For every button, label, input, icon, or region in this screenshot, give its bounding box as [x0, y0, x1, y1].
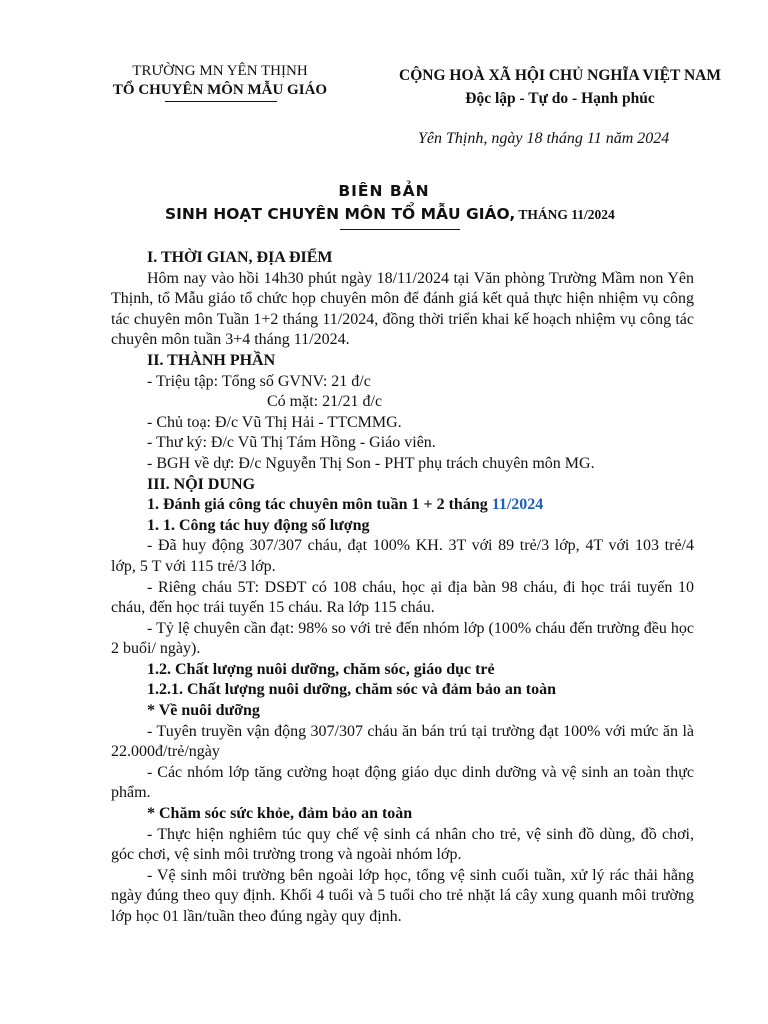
section-3-1-heading — [111, 495, 694, 516]
section-2-heading: II. THÀNH PHẦN — [147, 351, 276, 369]
document-subtitle — [165, 205, 615, 224]
national-motto: Độc lập - Tự do - Hạnh phúc — [465, 90, 655, 107]
convene-line: - Triệu tập: Tổng số GVNV: 21 đ/c — [147, 372, 371, 390]
document-body — [111, 248, 694, 928]
header-left — [100, 62, 340, 100]
section-3-1-heading-month: 11/2024 — [491, 496, 544, 514]
subtitle-month: THÁNG 11/2024 — [515, 207, 615, 222]
health-heading: * Chăm sóc sức khỏe, đảm bảo an toàn — [147, 805, 413, 823]
document-date: Yên Thịnh, ngày 18 tháng 11 năm 2024 — [418, 130, 670, 147]
subtitle-main: SINH HOẠT CHUYÊN MÔN TỔ MẪU GIÁO, — [165, 205, 516, 223]
chair-line: - Chủ toạ: Đ/c Vũ Thị Hải - TTCMMG. — [147, 413, 402, 431]
secretary-line: - Thư ký: Đ/c Vũ Thị Tám Hồng - Giáo viên. — [147, 434, 436, 452]
mobilization-p2: - Riêng cháu 5T: DSĐT có 108 cháu, học ại địa bàn 98 cháu, đi học trái tuyến 10 cháu, đến học trái tuyến 15 cháu. Ra lớp 115 cháu. — [111, 578, 694, 617]
section-1-text: Hôm nay vào hồi 14h30 phút ngày 18/11/2024 tại Văn phòng Trường Mầm non Yên Thịnh, tổ Mẫu giáo tổ chức họp chuyên môn để đánh giá kết quả thực hiện nhiệm vụ công tác chuyên môn Tuần 1+2 tháng 11/2024, đồng thời triển khai kế hoạch nhiệm vụ công tác chuyên môn tuần 3+4 tháng 11/2024. — [111, 269, 694, 349]
present-line: Có mặt: 21/21 đ/c — [267, 393, 383, 411]
mobilization-p3: - Tỷ lệ chuyên cần đạt: 98% so với trẻ đến nhóm lớp (100% cháu đến trường đều học 2 buổi/ ngày). — [111, 619, 694, 658]
country-name: CỘNG HOÀ XÃ HỘI CHỦ NGHĨA VIỆT NAM — [399, 67, 721, 84]
mobilization-p1: - Đã huy động 307/307 cháu, đạt 100% KH. 3T với 89 trẻ/3 lớp, 4T với 103 trẻ/4 lớp, 5 T với 115 trẻ/3 lớp. — [111, 537, 694, 575]
nutrition-heading: * Về nuôi dưỡng — [147, 702, 260, 720]
nutrition-p2: - Các nhóm lớp tăng cường hoạt động giáo dục dinh dưỡng và vệ sinh an toàn thực phẩm. — [111, 763, 694, 802]
section-3-1-2-1-heading: 1.2.1. Chất lượng nuôi dưỡng, chăm sóc và đảm bảo an toàn — [147, 681, 556, 699]
section-3-1-heading-text: 1. Đánh giá công tác chuyên môn tuần 1 + 2 tháng — [147, 496, 492, 514]
bgh-line: - BGH về dự: Đ/c Nguyễn Thị Son - PHT phụ trách chuyên môn MG. — [147, 454, 595, 472]
title-underline — [340, 229, 460, 230]
health-p2: - Vệ sinh môi trường bên ngoài lớp học, tổng vệ sinh cuối tuần, xử lý rác thải hằng ngày đúng theo quy định. Khối 4 tuổi và 5 tuổi cho trẻ nhặt lá cây xung quanh môi trường lớp học 01 lần/tuần theo đúng ngày quy định. — [111, 866, 694, 925]
section-3-1-2-heading: 1.2. Chất lượng nuôi dưỡng, chăm sóc, giáo dục trẻ — [147, 660, 495, 678]
department-name: TỔ CHUYÊN MÔN MẪU GIÁO — [112, 82, 328, 98]
department-underline — [165, 101, 277, 102]
section-1-heading: I. THỜI GIAN, ĐỊA ĐIỂM — [147, 249, 333, 266]
health-p1: - Thực hiện nghiêm túc quy chế vệ sinh cá nhân cho trẻ, vệ sinh đồ dùng, đồ chơi, góc chơi, vệ sinh môi trường trong và ngoài nhóm lớp. — [111, 825, 694, 864]
document-title: BIÊN BẢN — [338, 182, 430, 200]
nutrition-p1: - Tuyên truyền vận động 307/307 cháu ăn bán trú tại trường đạt 100% với mức ăn là 22.000đ/trẻ/ngày — [111, 722, 694, 761]
school-name: TRƯỜNG MN YÊN THỊNH — [132, 63, 308, 79]
header-right — [360, 64, 760, 110]
section-3-heading: III. NỘI DUNG — [147, 475, 256, 493]
section-3-1-1-heading: 1. 1. Công tác huy động số lượng — [147, 516, 370, 534]
